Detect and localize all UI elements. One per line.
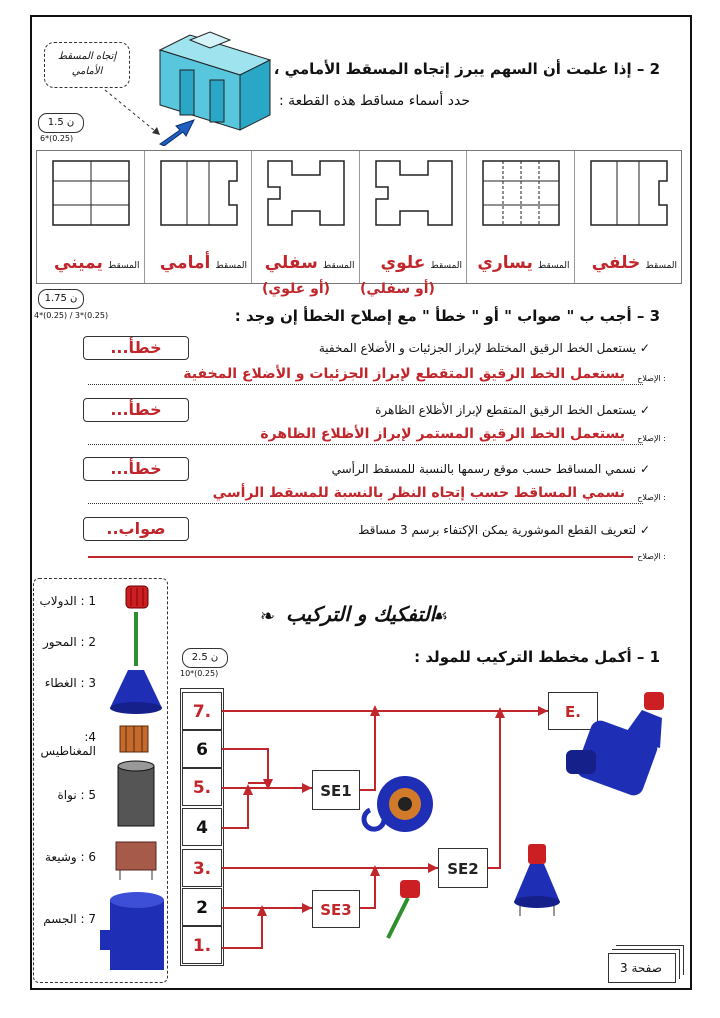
diagram-number-2: 2 <box>182 888 222 926</box>
q3-score: 1.75 ن <box>38 289 84 309</box>
q3-answer-4: ..صواب <box>83 517 189 541</box>
subassembly-se1-illustration <box>360 770 450 840</box>
subassembly-se3-illustration <box>380 878 430 943</box>
correction-label-2: الإصلاح : <box>637 434 666 443</box>
part-label-2: 2 : المحور <box>43 635 96 649</box>
q3-title: 3 – أجب ب " صواب " أو " خطأ " مع إصلاح الخطأ إن وجد : <box>234 307 660 325</box>
part-label-7: 7 : الجسم <box>43 912 96 926</box>
view-prefix: المسقط <box>322 261 355 271</box>
correction-label-4: الإصلاح : <box>637 552 666 561</box>
q3-correction-2: يستعمل الخط الرقيق المستمر لإبراز الأظلاع الظاهرة <box>260 426 625 442</box>
view-prefix: المسقط <box>107 261 140 271</box>
final-assembly-illustration <box>562 688 672 808</box>
view-answer-back: خلفي <box>591 253 641 273</box>
q2-subtitle: حدد أسماء مساقط هذه القطعة : <box>278 93 470 109</box>
q3-statement-4: ✓ لتعريف القطع الموشورية يمكن الإكتفاء برسم 3 مساقط <box>358 523 650 537</box>
section-title: التفكيك و التركيب <box>286 602 436 626</box>
view-prefix: المسقط <box>537 261 570 271</box>
q3-answer-2: ...خطأ <box>83 398 189 422</box>
q3-score-detail: 4*(0.25) / 3*(0.25) <box>34 311 109 320</box>
subassembly-se2: SE2 <box>438 848 488 888</box>
view-answer-left: يساري <box>477 253 533 273</box>
view-answer-bottom: سفلي <box>264 253 318 273</box>
view-answer-right: يميني <box>53 253 103 273</box>
final-assembly-e: E. <box>548 692 598 730</box>
part-label-6: 6 : وشيعة <box>44 850 96 864</box>
diagram-number-1: 1. <box>182 926 222 964</box>
q2-score-detail: 6*(0.25) <box>40 134 74 143</box>
q1-title: 1 – أكمل مخطط التركيب للمولد : <box>414 648 660 666</box>
alt-answer-bottom: (أو علوي) <box>262 281 331 297</box>
view-prefix: المسقط <box>645 261 677 271</box>
view-prefix: المسقط <box>430 261 462 271</box>
diagram-number-5: 5. <box>182 768 222 806</box>
part-label-1: 1 : الدولاب <box>39 594 96 608</box>
q3-statement-2: ✓ يستعمل الخط الرقيق المتقطع لإبراز الأظلاع الظاهرة <box>375 403 650 417</box>
q2-title: 2 – إذا علمت أن السهم يبرز إتجاه المسقط الأمامي ، <box>273 60 660 78</box>
alt-answer-top: (أو سفلي) <box>360 281 435 297</box>
subassembly-se1: SE1 <box>312 770 360 810</box>
q3-statement-1: ✓ يستعمل الخط الرقيق المختلط لإبراز الجزئيات و الأضلاع المخفية <box>318 341 650 355</box>
q2-score: 1.5 ن <box>38 113 84 133</box>
subassembly-se2-illustration <box>500 840 570 920</box>
subassembly-se3: SE3 <box>312 890 360 928</box>
part-label-5: 5 : نواة <box>57 788 96 802</box>
page-number: صفحة 3 <box>620 961 662 975</box>
q3-correction-3: نسمي المساقط حسب إتجاه النظر بالنسبة للمسقط الرأسي <box>212 485 625 501</box>
diagram-number-3: 3. <box>182 849 222 887</box>
q1-score: 2.5 ن <box>182 648 228 668</box>
section-ornament-left: ❧ <box>260 606 276 627</box>
section-ornament-right: ☙ <box>432 606 449 627</box>
diagram-number-7: 7. <box>182 692 222 730</box>
view-answer-top: علوي <box>380 253 426 273</box>
view-prefix: المسقط <box>215 261 247 271</box>
q1-score-detail: 10*(0.25) <box>180 669 219 678</box>
correction-label-3: الإصلاح : <box>637 493 666 502</box>
part-label-3: 3 : الغطاء <box>44 676 96 690</box>
q3-answer-1: ...خطأ <box>83 336 189 360</box>
q3-answer-3: ...خطأ <box>83 457 189 481</box>
q3-correction-1: يستعمل الخط الرقيق المتقطع لإبراز الجزئيات و الأضلاع المخفية <box>183 366 625 382</box>
diagram-number-6: 6 <box>182 730 222 768</box>
part-label-4: 4: المغناطيس <box>40 730 96 758</box>
correction-label-1: الإصلاح : <box>637 374 666 383</box>
q3-statement-3: ✓ نسمي المساقط حسب موقع رسمها بالنسبة للمسقط الرأسي <box>331 462 650 476</box>
diagram-number-4: 4 <box>182 808 222 846</box>
view-answer-front: أمامي <box>159 253 211 273</box>
front-view-callout: إتجاه المسقط الأمامي <box>44 42 130 88</box>
